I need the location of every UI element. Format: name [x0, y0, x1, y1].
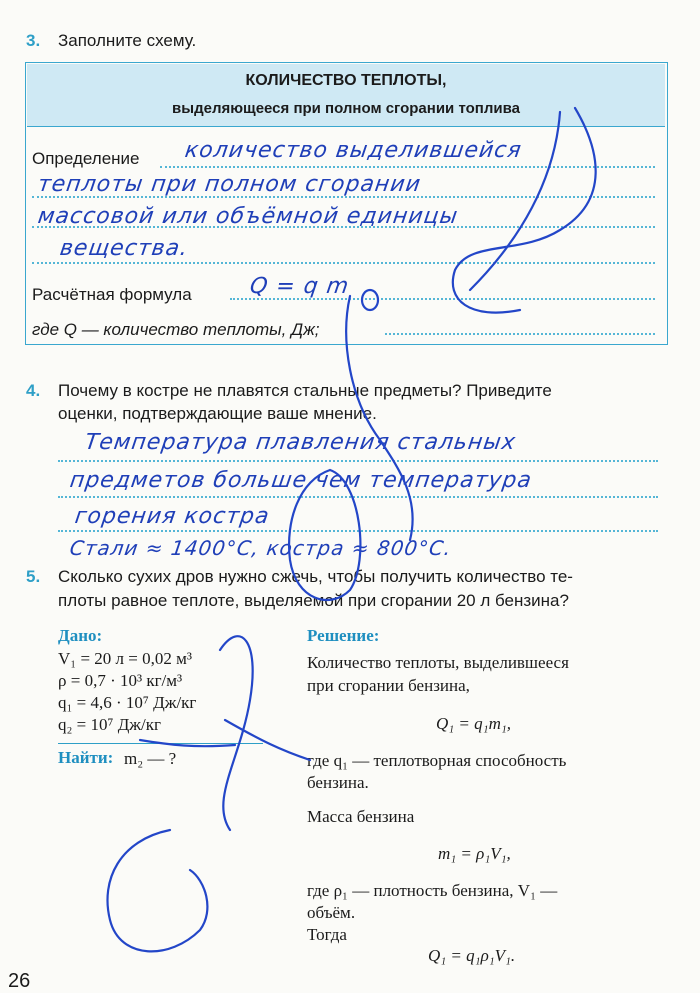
find-value: m₂ — ?	[124, 749, 177, 768]
task4-handwriting-2: предметов больше чем температура	[68, 468, 534, 493]
given-item: V₁ = 20 л = 0,02 м³	[58, 649, 192, 668]
solution-text: Количество теплоты, выделившееся	[307, 653, 569, 672]
solution-text: Тогда	[307, 925, 347, 944]
task5-prompt-line2: плоты равное теплоте, выделяемой при сгорании 20 л бензина?	[58, 591, 569, 610]
task4-handwriting-1: Температура плавления стальных	[83, 430, 518, 455]
solution-label: Решение:	[307, 626, 380, 645]
definition-handwriting-4: вещества.	[58, 236, 190, 261]
task4-handwriting-4: Стали ≈ 1400°С, костра ≈ 800°С.	[68, 536, 454, 560]
given-item: ρ = 0,7 · 10³ кг/м³	[58, 671, 183, 690]
formula-q1: Q₁ = q₁m₁,	[436, 714, 512, 733]
solution-text: где q₁ — теплотворная способность	[307, 751, 567, 770]
task4-number: 4.	[26, 381, 41, 400]
given-item: q₁ = 4,6 · 10⁷ Дж/кг	[58, 693, 197, 712]
formula-q1-full: Q₁ = q₁ρ₁V₁.	[428, 946, 516, 965]
solution-text: бензина.	[307, 773, 369, 792]
page-number: 26	[8, 970, 31, 992]
task3-number: 3.	[26, 31, 41, 50]
solution-text: Масса бензина	[307, 807, 415, 826]
task3-prompt: Заполните схему.	[58, 31, 197, 50]
task4-handwriting-3: горения костра	[73, 504, 272, 529]
given-label: Дано:	[58, 626, 103, 645]
definition-handwriting-1: количество выделившейся	[183, 138, 524, 163]
task5-prompt-line1: Сколько сухих дров нужно сжечь, чтобы получить количество те-	[58, 567, 573, 586]
solution-text: объём.	[307, 903, 356, 922]
formula-label: Расчётная формула	[32, 285, 192, 304]
formula-m1: m₁ = ρ₁V₁,	[438, 844, 511, 863]
formula-where-text: где Q — количество теплоты, Дж;	[32, 320, 320, 339]
definition-handwriting-2: теплоты при полном сгорании	[36, 172, 423, 197]
task4-prompt-line1: Почему в костре не плавятся стальные предметы? Приведите	[58, 381, 552, 400]
solution-text: при сгорании бензина,	[307, 676, 470, 695]
task5-number: 5.	[26, 567, 41, 586]
formula-handwriting: Q = q m	[248, 274, 351, 299]
given-item: q₂ = 10⁷ Дж/кг	[58, 715, 161, 734]
task4-prompt-line2: оценки, подтверждающие ваше мнение.	[58, 404, 377, 423]
find-label: Найти:	[58, 748, 114, 767]
definition-handwriting-3: массовой или объёмной единицы	[36, 204, 460, 229]
scheme-subtitle: выделяющееся при полном сгорании топлива	[172, 100, 520, 117]
scheme-title: КОЛИЧЕСТВО ТЕПЛОТЫ,	[245, 72, 447, 89]
solution-text: где ρ₁ — плотность бензина, V₁ —	[307, 881, 558, 900]
definition-label: Определение	[32, 149, 140, 168]
